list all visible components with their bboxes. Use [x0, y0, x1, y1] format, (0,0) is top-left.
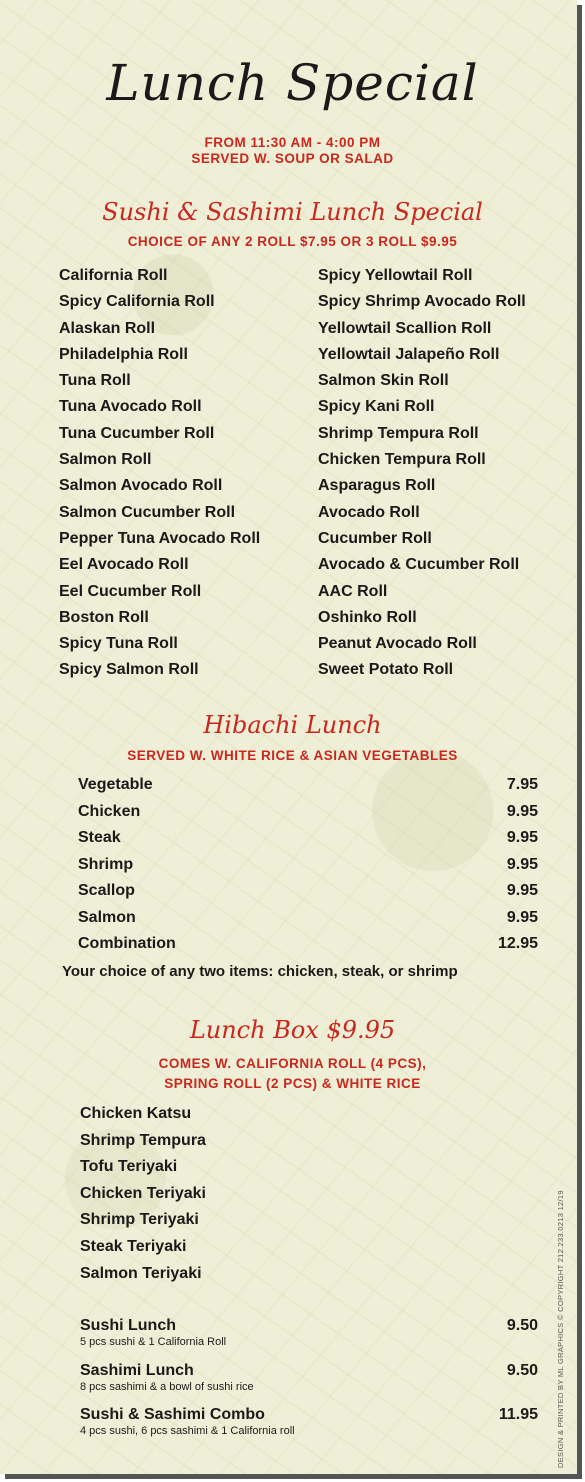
roll-item: Spicy California Roll: [59, 293, 215, 311]
combo-price: 9.50: [506, 1362, 538, 1379]
combo-item: [80, 1406, 538, 1437]
lunch-box-item: Shrimp Teriyaki: [80, 1211, 199, 1229]
served-with-text: SERVED W. SOUP OR SALAD: [191, 151, 394, 166]
combo-item: [80, 1317, 538, 1348]
roll-item: Cucumber Roll: [318, 529, 432, 547]
combo-name: Sushi & Sashimi Combo: [80, 1406, 265, 1423]
lunch-box-item: Steak Teriyaki: [80, 1237, 187, 1255]
lunch-box-subheading-1: COMES W. CALIFORNIA ROLL (4 PCS),: [158, 1056, 427, 1071]
roll-item: Salmon Avocado Roll: [59, 477, 223, 495]
right-roll-list: [318, 263, 526, 684]
hibachi-item-price: 9.95: [506, 829, 538, 846]
hours-text: FROM 11:30 AM - 4:00 PM: [204, 135, 381, 150]
roll-item: Chicken Tempura Roll: [318, 451, 486, 469]
roll-item: AAC Roll: [318, 582, 388, 600]
hibachi-note: Your choice of any two items: chicken, steak, or shrimp: [62, 963, 458, 980]
hibachi-subheading: SERVED W. WHITE RICE & ASIAN VEGETABLES: [127, 748, 458, 763]
roll-item: Spicy Salmon Roll: [59, 661, 199, 679]
roll-item: Sweet Potato Roll: [318, 661, 454, 679]
roll-item: California Roll: [59, 267, 168, 284]
roll-item: Avocado Roll: [318, 503, 420, 521]
hibachi-item-name: Scallop: [78, 882, 135, 899]
lunch-box-item: Salmon Teriyaki: [80, 1264, 202, 1282]
roll-item: Avocado & Cucumber Roll: [318, 556, 520, 574]
combo-description: 8 pcs sashimi & a bowl of sushi rice: [80, 1381, 254, 1393]
roll-item: Peanut Avocado Roll: [318, 635, 477, 653]
page-title: Lunch Special: [106, 54, 479, 112]
roll-item: Yellowtail Scallion Roll: [318, 319, 492, 337]
roll-item: Tuna Cucumber Roll: [59, 424, 215, 442]
roll-item: Spicy Yellowtail Roll: [318, 267, 473, 284]
hibachi-row: [78, 905, 538, 932]
lunch-box-heading: Lunch Box $9.95: [189, 1016, 396, 1044]
hibachi-row: [78, 772, 538, 799]
hibachi-heading: Hibachi Lunch: [203, 711, 382, 739]
hibachi-item-price: 9.95: [506, 882, 538, 899]
hibachi-item-name: Combination: [78, 935, 176, 952]
lunch-box-item: Tofu Teriyaki: [80, 1158, 178, 1176]
roll-item: Yellowtail Jalapeño Roll: [318, 345, 500, 363]
roll-item: Oshinko Roll: [318, 608, 417, 626]
combo-price: 9.50: [506, 1317, 538, 1334]
roll-item: Salmon Cucumber Roll: [59, 503, 236, 521]
roll-item: Asparagus Roll: [318, 477, 436, 495]
combo-name: Sushi Lunch: [80, 1317, 176, 1334]
hibachi-row: [78, 878, 538, 905]
printer-credit: DESIGN & PRINTED BY ML GRAPHICS © COPYRIGHT 212.233.0213 12/19: [556, 1190, 565, 1468]
roll-item: Spicy Shrimp Avocado Roll: [318, 293, 526, 311]
roll-item: Salmon Roll: [59, 451, 152, 469]
combo-price: 11.95: [498, 1406, 538, 1423]
hibachi-item-name: Steak: [78, 829, 121, 846]
roll-item: Shrimp Tempura Roll: [318, 424, 479, 442]
combo-item: [80, 1362, 538, 1393]
left-roll-list: [59, 263, 260, 684]
hibachi-row: [78, 931, 538, 958]
roll-item: Spicy Tuna Roll: [59, 635, 178, 653]
roll-item: Spicy Kani Roll: [318, 398, 435, 416]
roll-item: Boston Roll: [59, 608, 149, 626]
hibachi-item-name: Vegetable: [78, 776, 153, 793]
lunch-box-item: Shrimp Tempura: [80, 1131, 206, 1149]
hibachi-item-price: 9.95: [506, 908, 538, 926]
roll-item: Salmon Skin Roll: [318, 372, 449, 390]
roll-item: Philadelphia Roll: [59, 345, 188, 363]
combo-description: 4 pcs sushi, 6 pcs sashimi & 1 California roll: [80, 1425, 295, 1437]
sushi-subheading: CHOICE OF ANY 2 ROLL $7.95 OR 3 ROLL $9.95: [127, 234, 458, 249]
hibachi-item-name: Shrimp: [78, 855, 134, 873]
sushi-heading: Sushi & Sashimi Lunch Special: [102, 198, 483, 226]
lunch-box-item: Chicken Teriyaki: [80, 1184, 206, 1202]
hibachi-row: [78, 799, 538, 826]
hibachi-item-price: 9.95: [506, 855, 538, 873]
combo-description: 5 pcs sushi & 1 California Roll: [80, 1336, 227, 1348]
combo-name: Sashimi Lunch: [80, 1362, 194, 1379]
roll-item: Tuna Roll: [59, 372, 131, 390]
roll-item: Eel Cucumber Roll: [59, 582, 202, 600]
hibachi-item-price: 9.95: [506, 802, 538, 820]
hibachi-item-price: 7.95: [506, 776, 538, 793]
hibachi-row: [78, 852, 538, 879]
hibachi-item-price: 12.95: [497, 935, 538, 952]
roll-item: Eel Avocado Roll: [59, 556, 189, 574]
lunch-box-list: [80, 1101, 206, 1287]
lunch-box-subheading-2: SPRING ROLL (2 PCS) & WHITE RICE: [164, 1076, 421, 1091]
roll-item: Pepper Tuna Avocado Roll: [59, 529, 261, 547]
hibachi-item-name: Salmon: [78, 908, 136, 926]
lunch-box-item: Chicken Katsu: [80, 1105, 192, 1122]
hibachi-row: [78, 825, 538, 852]
hibachi-item-name: Chicken: [78, 802, 141, 820]
roll-item: Tuna Avocado Roll: [59, 398, 202, 416]
roll-item: Alaskan Roll: [59, 319, 156, 337]
